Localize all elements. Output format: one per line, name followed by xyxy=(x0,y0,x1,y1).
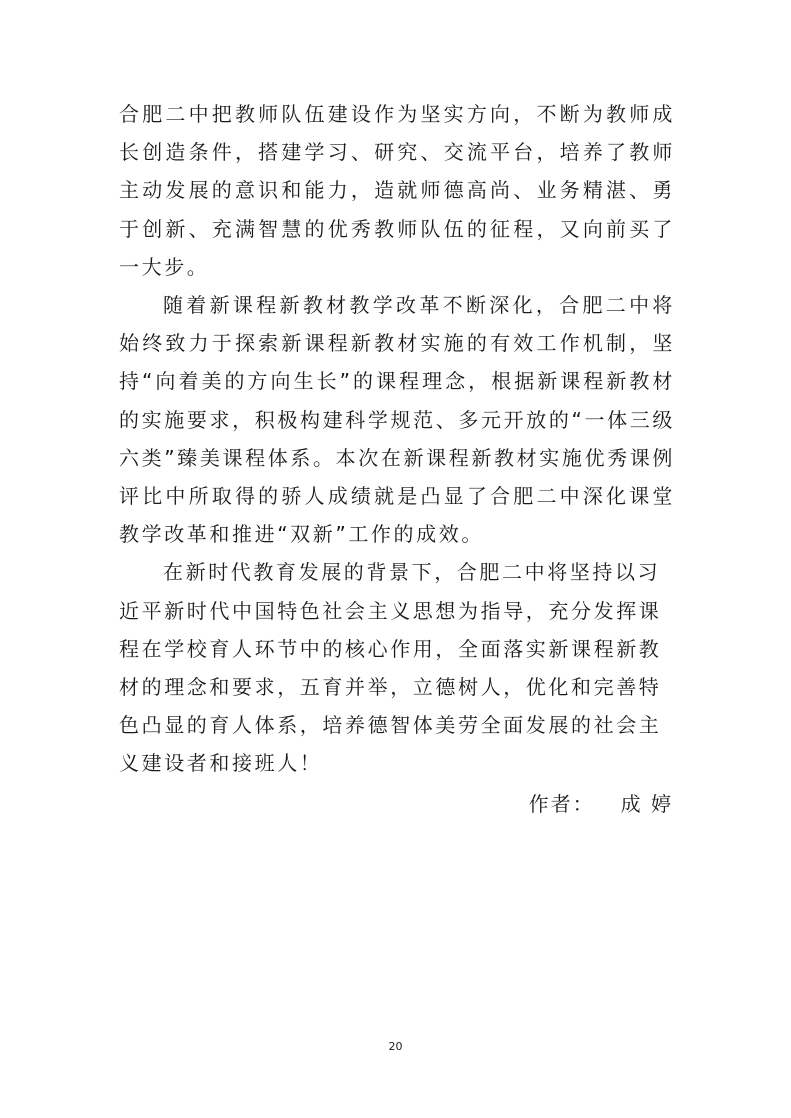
paragraph-new-era-education: 在新时代教育发展的背景下，合肥二中将坚持以习近平新时代中国特色社会主义思想为指导，充分发挥课程在学校育人环节中的核心作用，全面落实新课程新教材的理念和要求，五育并举，立德树人，优化和完善特色凸显的育人体系，培养德智体美劳全面发展的社会主义建设者和接班人！ xyxy=(119,560,662,776)
article-body xyxy=(119,95,675,783)
paragraph-teacher-team: 合肥二中把教师队伍建设作为坚实方向，不断为教师成长创造条件，搭建学习、研究、交流平台，培养了教师主动发展的意识和能力，造就师德高尚、业务精湛、勇于创新、充满智慧的优秀教师队伍的征程，又向前买了一大步。 xyxy=(119,102,675,279)
paragraph-curriculum-reform: 随着新课程新教材教学改革不断深化，合肥二中将始终致力于探索新课程新教材实施的有效工作机制，坚持“向着美的方向生长”的课程理念，根据新课程新教材的实施要求，积极构建科学规范、多元开放的“一体三级六类”臻美课程体系。本次在新课程新教材实施优秀课例评比中所取得的骄人成绩就是凸显了合肥二中深化课堂教学改革和推进“双新”工作的成效。 xyxy=(119,293,675,547)
author-line xyxy=(529,790,673,818)
page-number: 20 xyxy=(388,1040,403,1053)
author-label: 作者： xyxy=(528,792,595,816)
author-name: 成 婷 xyxy=(620,792,673,816)
